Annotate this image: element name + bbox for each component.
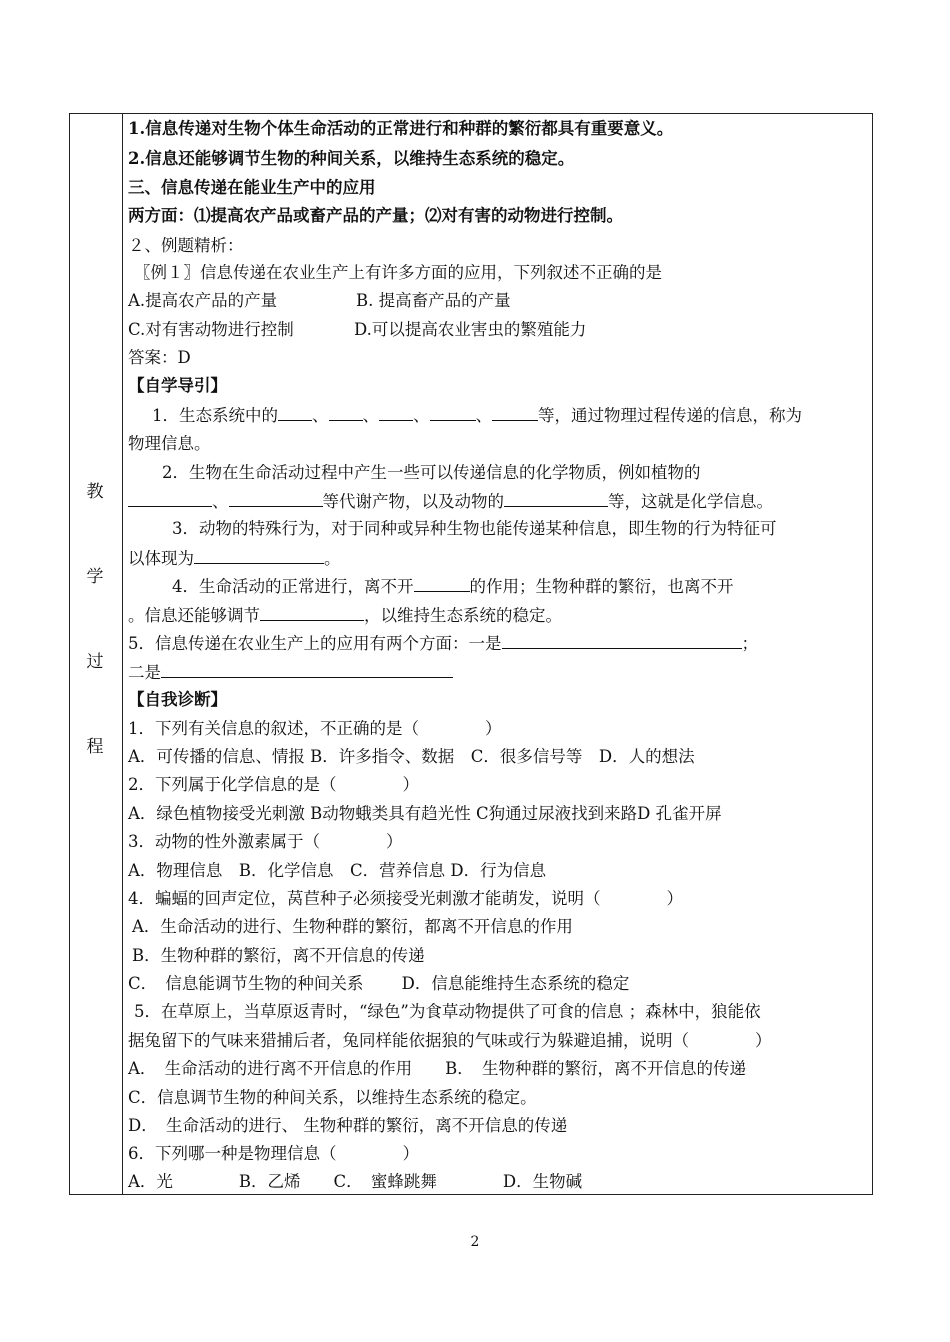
q4-text: 。信息还能够调节 [128,606,260,625]
example-heading: ２、例题精析： [128,236,244,255]
fill-question-1-cont: 物理信息。 [128,434,211,453]
answer-blank[interactable] [492,404,538,421]
quiz-question-2: 2．下列属于化学信息的是（ ） [128,775,419,794]
fill-question-1 [152,404,802,426]
lesson-table [69,113,873,1195]
example-question: 〖例１〗信息传递在农业生产上有许多方面的应用，下列叙述不正确的是 [134,263,662,282]
answer-blank[interactable] [161,661,453,678]
section-heading: 三、信息传递在能业生产中的应用 [128,178,376,197]
fill-question-2-cont [128,490,773,512]
answer-blank[interactable] [504,490,608,507]
answer-blank[interactable] [329,404,363,421]
section-label-column [70,114,123,1194]
self-diagnosis-heading: 【自我诊断】 [128,690,227,709]
quiz-question-1: 1．下列有关信息的叙述，不正确的是（ ） [128,719,502,738]
quiz-question-6: 6．下列哪一种是物理信息（ ） [128,1144,419,1163]
quiz-question-5: 5．在草原上，当草原返青时，“绿色”为食草动物提供了可食的信息 ；森林中，狼能依 [134,1002,761,1021]
example-answer: 答案：D [128,348,191,367]
fill-question-4 [172,575,734,597]
quiz-option-5ab: A． 生命活动的进行离不开信息的作用 B． 生物种群的繁衍，离不开信息的传递 [128,1059,747,1078]
separator: 、 [312,406,329,425]
answer-blank[interactable] [260,604,364,621]
answer-blank[interactable] [128,490,212,507]
quiz-options-1: A．可传播的信息、情报 B．许多指令、数据 C．很多信号等 D．人的想法 [128,747,695,766]
example-option-d: D.可以提高农业害虫的繁殖能力 [354,320,587,339]
q5-text: 5．信息传递在农业生产上的应用有两个方面：一是 [128,634,502,653]
quiz-question-5-cont: 据兔留下的气味来猎捕后者，兔同样能依据狼的气味或行为躲避追捕，说明（ ） [128,1031,772,1050]
self-study-heading: 【自学导引】 [128,376,227,395]
quiz-option-4cd: C． 信息能调节生物的种间关系 D．信息能维持生态系统的稳定 [128,974,630,993]
quiz-option-4a: A．生命活动的进行、生物种群的繁衍，都离不开信息的作用 [132,917,573,936]
fill-question-2: 2．生物在生命活动过程中产生一些可以传递信息的化学物质，例如植物的 [162,463,701,482]
separator: 、 [413,406,430,425]
q2-text: 等代谢产物，以及动物的 [322,492,504,511]
summary-line-1: 1.信息传递对生物个体生命活动的正常进行和种群的繁衍都具有重要意义。 [128,119,674,138]
page-number: 2 [470,1234,480,1250]
fill-question-4-cont [128,604,562,626]
separator: 、 [362,406,379,425]
section-label-char: 程 [86,737,104,757]
q4-text: ，以维持生态系统的稳定。 [364,606,562,625]
q3-text: 以体现为 [128,549,194,568]
separator: 、 [212,492,229,511]
answer-blank[interactable] [430,404,476,421]
separator: 、 [475,406,492,425]
q4-text: 4．生命活动的正常进行，离不开 [172,577,414,596]
answer-blank[interactable] [379,404,413,421]
fill-question-3: 3．动物的特殊行为，对于同种或异种生物也能传递某种信息，即生物的行为特征可 [172,519,777,538]
fill-question-5 [128,632,758,654]
summary-line-2: 2.信息还能够调节生物的种间关系，以维持生态系统的稳定。 [128,149,575,168]
quiz-options-2: A．绿色植物接受光刺激 B动物蛾类具有趋光性 C狗通过尿液找到来路D 孔雀开屏 [128,804,722,823]
answer-blank[interactable] [229,490,323,507]
example-option-a: A.提高农产品的产量 [128,291,278,310]
q1-text: 1．生态系统中的 [152,406,278,425]
q2-text: 等，这就是化学信息。 [608,492,773,511]
section-label-char: 教 [86,482,104,502]
section-label-char: 过 [86,652,104,672]
summary-line-3: 两方面：⑴提高农产品或畜产品的产量；⑵对有害的动物进行控制。 [128,206,623,225]
content-cell [128,114,868,1194]
section-label-char: 学 [86,567,104,587]
example-option-c: C.对有害动物进行控制 [128,320,294,339]
quiz-question-4: 4．蝙蝠的回声定位，莴苣种子必须接受光刺激才能萌发，说明（ ） [128,889,683,908]
q3-text: 。 [324,549,341,568]
quiz-options-6: A．光 B．乙烯 C． 蜜蜂跳舞 D．生物碱 [128,1172,583,1191]
q5-text: ； [741,634,758,653]
q1-text: 等，通过物理过程传递的信息，称为 [538,406,802,425]
q4-text: 的作用；生物种群的繁衍，也离不开 [469,577,734,596]
quiz-option-5c: C．信息调节生物的种间关系，以维持生态系统的稳定。 [128,1088,537,1107]
quiz-question-3: 3．动物的性外激素属于（ ） [128,832,403,851]
fill-question-3-cont [128,547,341,569]
answer-blank[interactable] [278,404,312,421]
answer-blank[interactable] [502,632,742,649]
answer-blank[interactable] [194,547,324,564]
answer-blank[interactable] [414,575,470,592]
quiz-option-4b: B．生物种群的繁衍，离不开信息的传递 [132,946,425,965]
example-option-b: B. 提高畜产品的产量 [356,291,511,310]
fill-question-5-cont [128,661,453,683]
quiz-options-3: A．物理信息 B．化学信息 C．营养信息 D．行为信息 [128,861,547,880]
quiz-option-5d: D． 生命活动的进行、 生物种群的繁衍，离不开信息的传递 [128,1116,568,1135]
q5-text: 二是 [128,663,161,682]
